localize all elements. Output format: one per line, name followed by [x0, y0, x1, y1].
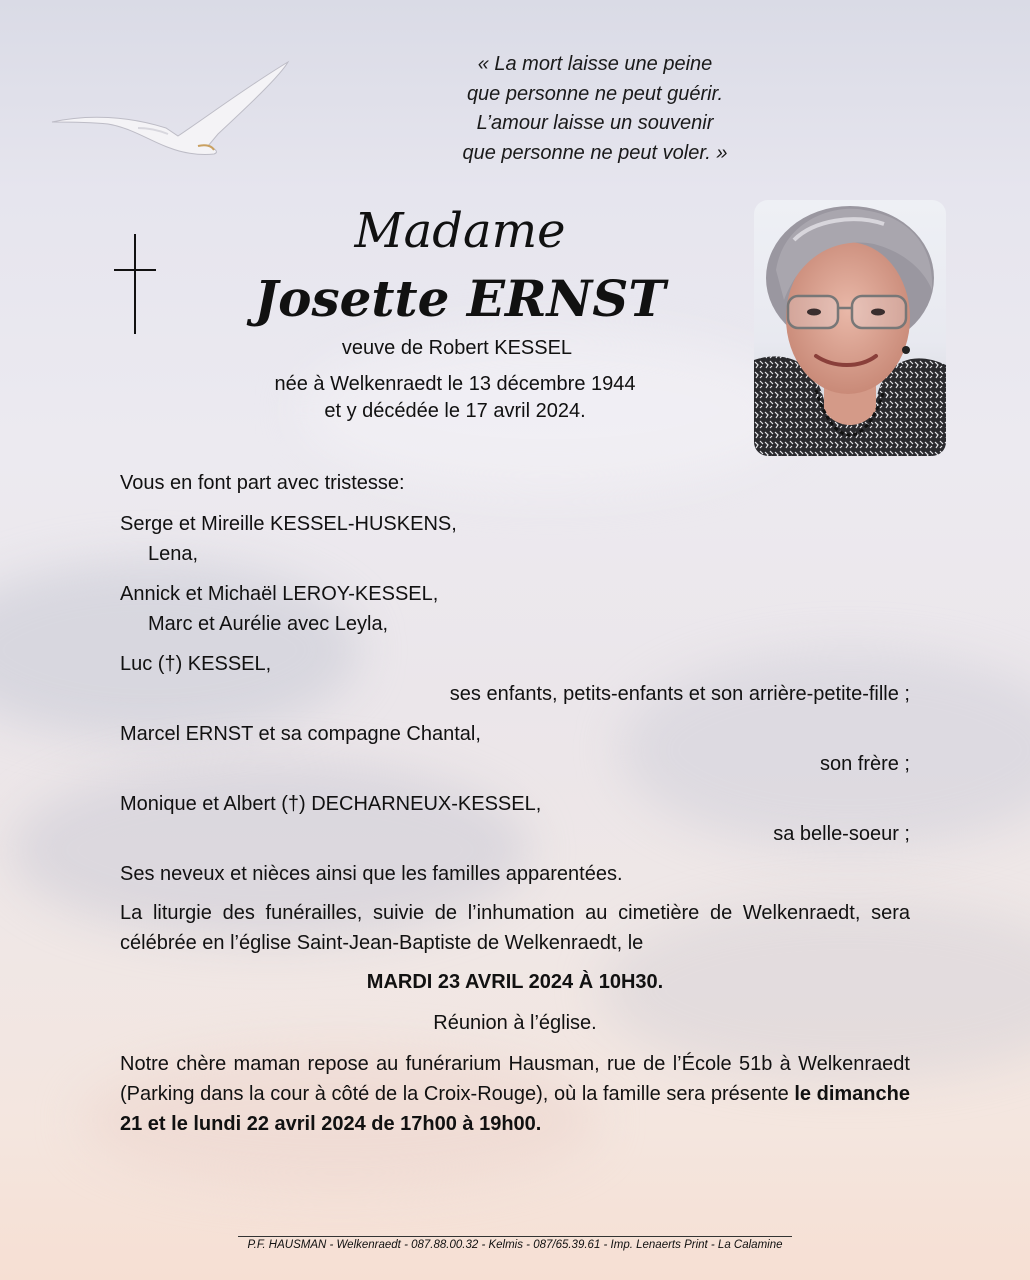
quote-line: L’amour laisse un souvenir: [476, 112, 714, 134]
family-line: Annick et Michaël LEROY-KESSEL,: [120, 583, 439, 605]
death-info: et y décédée le 17 avril 2024.: [324, 400, 586, 422]
cross-icon: [112, 232, 158, 336]
family-line: Ses neveux et nièces ainsi que les familles apparentées.: [120, 863, 623, 885]
intro-text: Vous en font part avec tristesse:: [120, 472, 405, 494]
funeral-text: La liturgie des funérailles, suivie de l’inhumation au cimetière de Welkenraedt, sera célébrée en l’église Saint-Jean-Baptiste de Welkenraedt, le: [120, 902, 910, 954]
deceased-title: Madame: [354, 203, 566, 259]
widow-of: veuve de Robert KESSEL: [341, 337, 573, 359]
family-line: Luc (†) KESSEL,: [120, 653, 272, 675]
visitation-text-regular: Notre chère maman repose au funérarium Hausman, rue de l’École 51b à Welkenraedt (Parking dans la cour à côté de la Croix-Rouge), où la famille sera présente: [120, 1053, 910, 1105]
family-line: Marc et Aurélie avec Leyla,: [148, 613, 389, 635]
relationship-line: ses enfants, petits-enfants et son arrière-petite-fille ;: [449, 683, 910, 705]
quote-line: « La mort laisse une peine: [477, 53, 713, 75]
reunion-text: Réunion à l’église.: [433, 1012, 597, 1034]
footer-credits: P.F. HAUSMAN - Welkenraedt - 087.88.00.32 - Kelmis - 087/65.39.61 - Imp. Lenaerts Print - La Calamine: [247, 1239, 783, 1251]
quote-line: que personne ne peut voler. »: [462, 141, 728, 164]
quote: [380, 50, 810, 168]
visitation-text: [120, 1049, 910, 1139]
relationship-line: son frère ;: [819, 753, 910, 775]
birth-info: née à Welkenraedt le 13 décembre 1944: [274, 373, 636, 395]
footer-divider: [238, 1236, 792, 1237]
family-line: Serge et Mireille KESSEL-HUSKENS,: [120, 513, 457, 535]
portrait-photo: [754, 200, 946, 456]
quote-line: que personne ne peut guérir.: [466, 82, 724, 105]
relationship-line: sa belle-soeur ;: [773, 823, 910, 845]
family-line: Monique et Albert (†) DECHARNEUX-KESSEL,: [120, 793, 542, 815]
visitation-dates: le dimanche 21 et le lundi 22 avril 2024 de 17h00 à 19h00.: [120, 1083, 910, 1135]
funeral-date: MARDI 23 AVRIL 2024 À 10H30.: [366, 971, 664, 993]
family-line: Marcel ERNST et sa compagne Chantal,: [120, 723, 481, 745]
seagull-icon: [48, 56, 293, 166]
deceased-name: Josette ERNST: [254, 269, 666, 328]
family-line: Lena,: [148, 543, 199, 565]
